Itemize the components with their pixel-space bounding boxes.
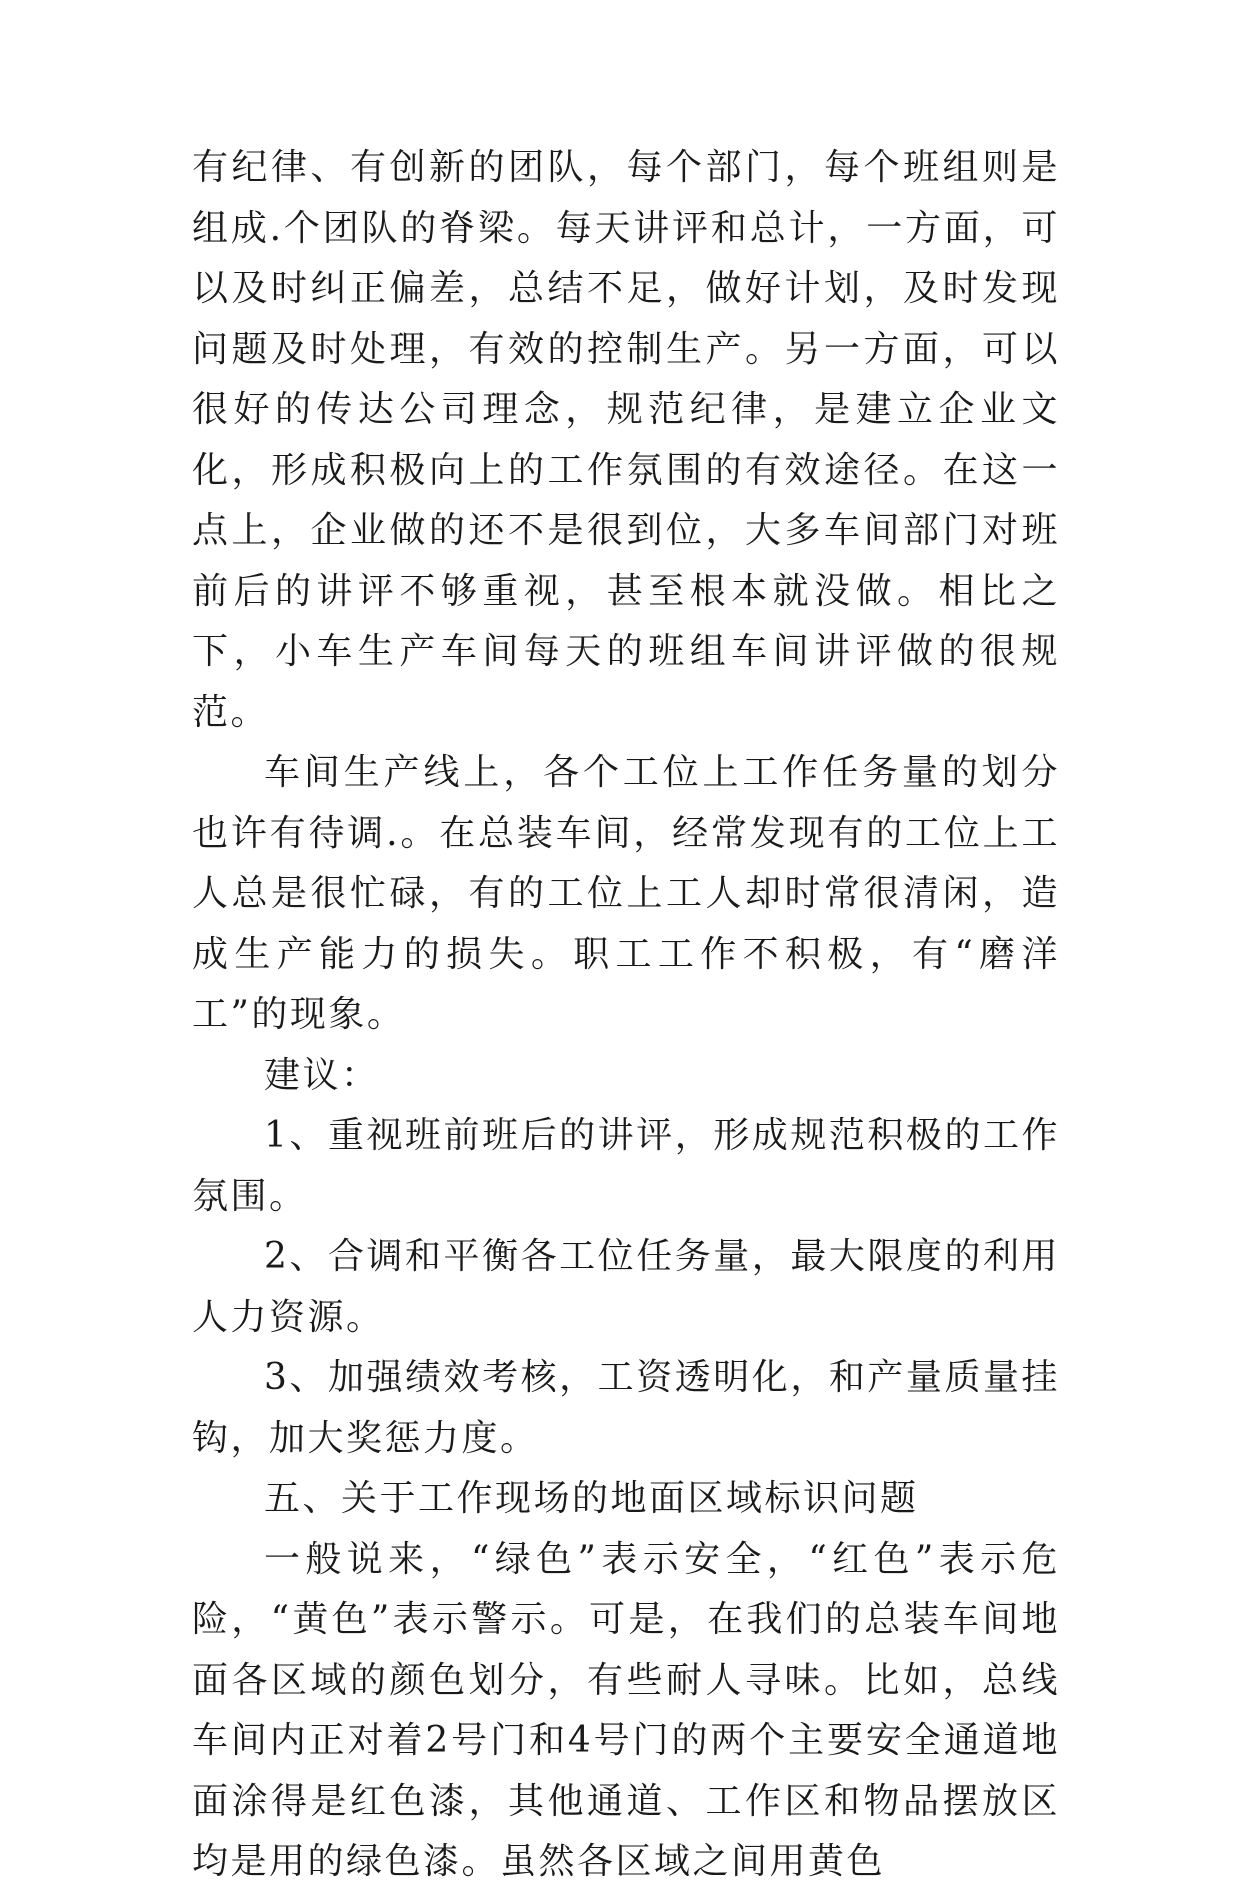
paragraph-team-discipline: 有纪律、有创新的团队，每个部门，每个班组则是组成.个团队的脊梁。每天讲评和总计，一方面，可以及时纠正偏差，总结不足，做好计划，及时发现问题及时处理，有效的控制生产。另一方面，可以很好的传达公司理念，规范纪律，是建立企业文化，形成积极向上的工作氛围的有效途径。在这一点上，企业做的还不是很到位，大多车间部门对班前后的讲评不够重视，甚至根本就没做。相比之下，小车生产车间每天的班组车间讲评做的很规范。 — [192, 147, 1060, 733]
suggestion-item-2: 2、合调和平衡各工位任务量，最大限度的利用人力资源。 — [192, 1236, 1060, 1338]
paragraph-floor-colors: 一般说来，“绿色”表示安全，“红色”表示危险，“黄色”表示警示。可是，在我们的总装车间地面各区域的颜色划分，有些耐人寻味。比如，总线车间内正对着2号门和4号门的两个主要安全通道地面涂得是红色漆，其他通道、工作区和物品摆放区均是用的绿色漆。虽然各区域之间用黄色 — [192, 1538, 1060, 1882]
section-heading-5: 五、关于工作现场的地面区域标识问题 — [264, 1478, 919, 1519]
suggestions-heading: 建议： — [264, 1054, 380, 1096]
body-text — [192, 138, 1060, 1893]
paragraph-production-line: 车间生产线上，各个工位上工作任务量的划分也许有待调.。在总装车间，经常发现有的工位上工人总是很忙碌，有的工位上工人却时常很清闲，造成生产能力的损失。职工工作不积极，有“磨洋工”的现象。 — [192, 752, 1060, 1035]
suggestion-item-1: 1、重视班前班后的讲评，形成规范积极的工作氛围。 — [192, 1115, 1060, 1217]
suggestion-item-3: 3、加强绩效考核，工资透明化，和产量质量挂钩，加大奖惩力度。 — [192, 1357, 1060, 1459]
